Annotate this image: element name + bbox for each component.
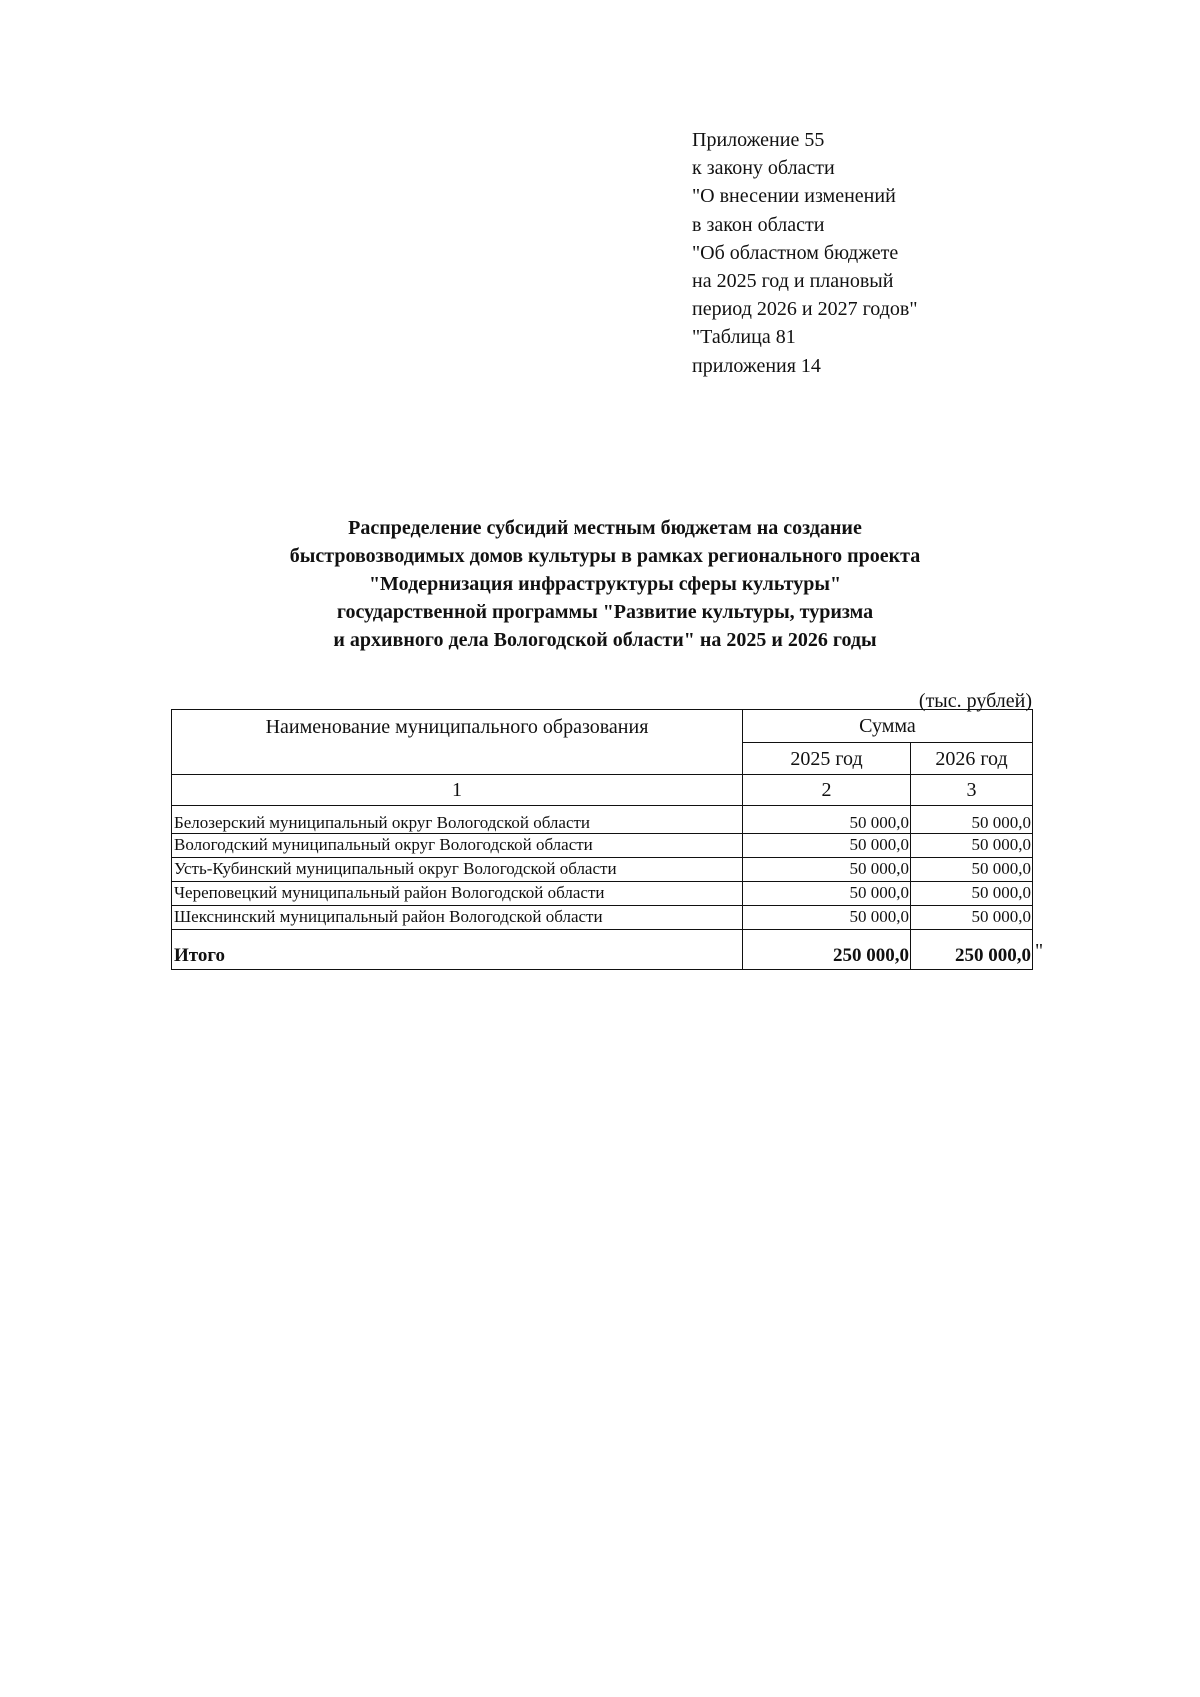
appendix-line: в закон области bbox=[692, 213, 825, 236]
table-row bbox=[172, 858, 1033, 882]
row-municipality: Череповецкий муниципальный район Вологодской области bbox=[172, 882, 743, 906]
total-amount-2026: 250 000,0 bbox=[911, 930, 1033, 970]
units-label: (тыс. рублей) bbox=[918, 690, 1032, 712]
row-amount-2025: 50 000,0 bbox=[743, 906, 911, 930]
header-year-2026: 2026 год bbox=[911, 743, 1033, 775]
appendix-line: "Таблица 81 bbox=[692, 326, 796, 349]
table-row bbox=[172, 806, 1033, 834]
row-amount-2025: 50 000,0 bbox=[743, 834, 911, 858]
appendix-line: приложения 14 bbox=[692, 354, 821, 377]
column-number: 3 bbox=[911, 775, 1033, 806]
appendix-line: "О внесении изменений bbox=[692, 185, 896, 208]
total-row bbox=[172, 930, 1033, 970]
header-year-2025: 2025 год bbox=[743, 743, 911, 775]
document-title bbox=[170, 514, 1040, 654]
closing-quote-mark: " bbox=[1035, 940, 1044, 962]
row-amount-2026: 50 000,0 bbox=[911, 834, 1033, 858]
row-municipality: Вологодский муниципальный округ Вологодской области bbox=[172, 834, 743, 858]
row-amount-2026: 50 000,0 bbox=[911, 806, 1033, 834]
header-municipality-name: Наименование муниципального образования bbox=[172, 710, 743, 775]
appendix-line: период 2026 и 2027 годов" bbox=[692, 298, 918, 321]
title-line: Распределение субсидий местным бюджетам на создание bbox=[348, 517, 862, 539]
total-label: Итого bbox=[172, 930, 743, 970]
title-line: государственной программы "Развитие культуры, туризма bbox=[336, 601, 874, 623]
title-line: быстровозводимых домов культуры в рамках регионального проекта bbox=[289, 545, 921, 567]
table-row bbox=[172, 882, 1033, 906]
title-line: "Модернизация инфраструктуры сферы культуры" bbox=[368, 573, 842, 595]
appendix-line: "Об областном бюджете bbox=[692, 241, 899, 264]
row-amount-2025: 50 000,0 bbox=[743, 858, 911, 882]
row-amount-2026: 50 000,0 bbox=[911, 858, 1033, 882]
row-amount-2026: 50 000,0 bbox=[911, 882, 1033, 906]
appendix-line: Приложение 55 bbox=[692, 129, 825, 151]
header-sum: Сумма bbox=[743, 710, 1033, 743]
row-municipality: Шекснинский муниципальный район Вологодской области bbox=[172, 906, 743, 930]
appendix-line: на 2025 год и плановый bbox=[692, 270, 894, 293]
title-line: и архивного дела Вологодской области" на 2025 и 2026 годы bbox=[333, 629, 877, 651]
row-municipality: Белозерский муниципальный округ Вологодской области bbox=[172, 806, 743, 834]
column-number: 2 bbox=[743, 775, 911, 806]
row-amount-2026: 50 000,0 bbox=[911, 906, 1033, 930]
row-amount-2025: 50 000,0 bbox=[743, 806, 911, 834]
column-number: 1 bbox=[172, 775, 743, 806]
total-amount-2025: 250 000,0 bbox=[743, 930, 911, 970]
appendix-line: к закону области bbox=[692, 157, 835, 180]
subsidy-table bbox=[171, 709, 1033, 970]
table-row bbox=[172, 906, 1033, 930]
row-municipality: Усть-Кубинский муниципальный округ Вологодской области bbox=[172, 858, 743, 882]
table-row bbox=[172, 834, 1033, 858]
appendix-reference bbox=[692, 126, 1012, 380]
row-amount-2025: 50 000,0 bbox=[743, 882, 911, 906]
